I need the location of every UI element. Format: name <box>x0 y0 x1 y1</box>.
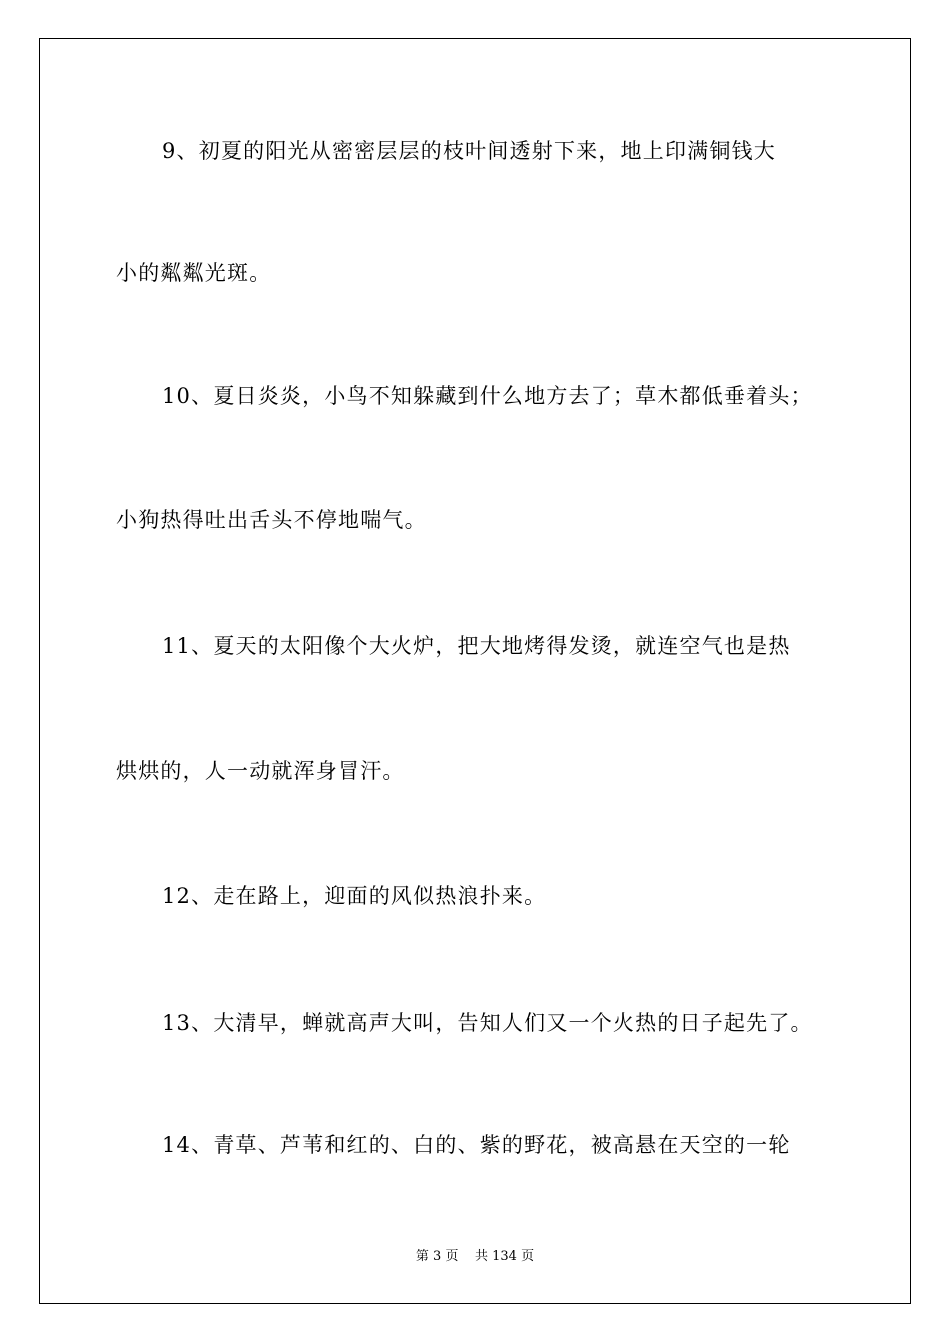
paragraph-14-line-1: 14、青草、芦苇和红的、白的、紫的野花，被高悬在天空的一轮 <box>162 1133 791 1157</box>
page-number-footer: 第 3 页 共 134 页 <box>415 1249 535 1264</box>
paragraph-11-line-1: 11、夏天的太阳像个大火炉，把大地烤得发烫，就连空气也是热 <box>162 634 791 658</box>
paragraph-13-line-1: 13、大清早，蝉就高声大叫，告知人们又一个火热的日子起先了。 <box>162 1011 813 1035</box>
paragraph-10-line-1: 10、夏日炎炎，小鸟不知躲藏到什么地方去了；草木都低垂着头； <box>162 384 813 408</box>
paragraph-9-line-2: 小的粼粼光斑。 <box>116 261 272 285</box>
paragraph-12-line-1: 12、走在路上，迎面的风似热浪扑来。 <box>162 884 547 908</box>
paragraph-9-line-1: 9、初夏的阳光从密密层层的枝叶间透射下来，地上印满铜钱大 <box>162 139 776 163</box>
paragraph-11-line-2: 烘烘的，人一动就浑身冒汗。 <box>116 759 405 783</box>
page-border <box>39 38 911 1304</box>
paragraph-10-line-2: 小狗热得吐出舌头不停地喘气。 <box>116 508 427 532</box>
